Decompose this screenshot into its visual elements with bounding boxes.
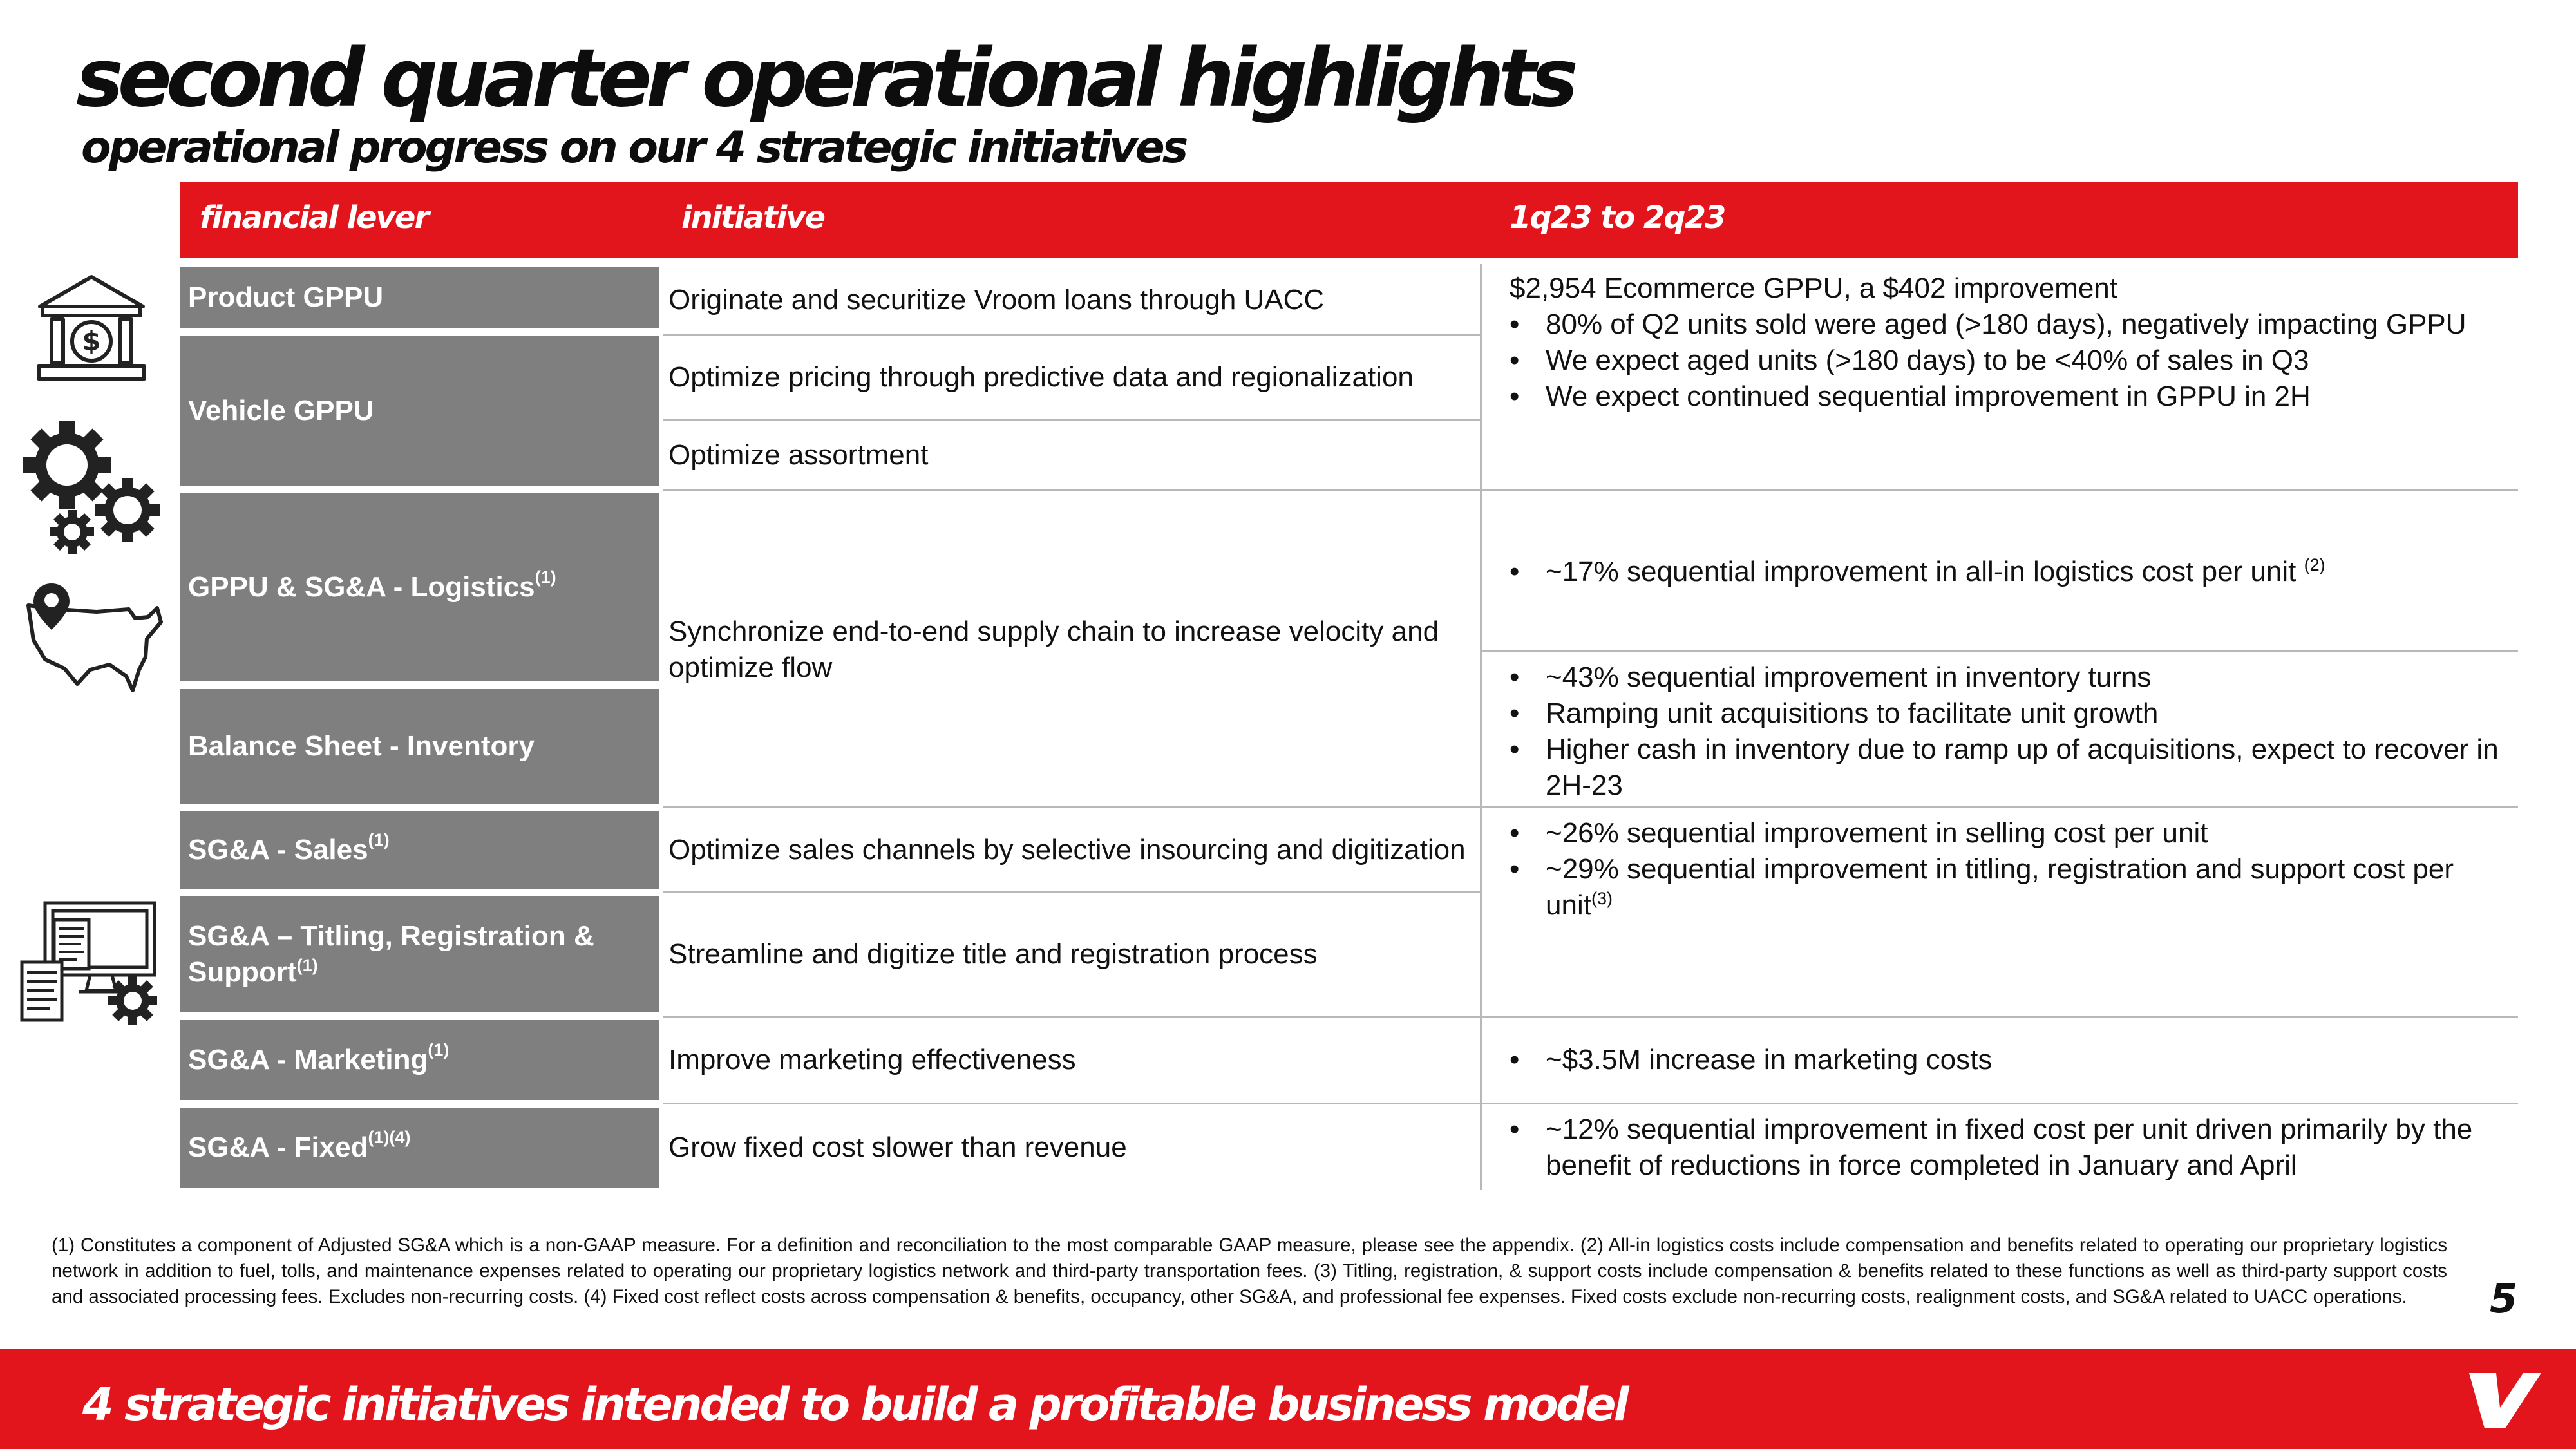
header-financial-lever: financial lever [200, 200, 429, 236]
result-fixed [1494, 1112, 2518, 1184]
list-item: • ~12% sequential improvement in fixed cost per unit driven primarily by the benefit of reductions in force completed in January and April [1494, 1112, 2518, 1184]
row-divider [663, 489, 2518, 491]
us-map-pin-icon [19, 580, 167, 696]
lever-sales: SG&A - Sales $^{(1)}$ [180, 811, 659, 889]
list-item: • ~43% sequential improvement in inventory turns [1494, 659, 2518, 696]
row-divider [663, 419, 1480, 421]
svg-text:$: $ [82, 325, 101, 357]
row-divider [663, 891, 1480, 893]
result-gppu-lead: $2,954 Ecommerce GPPU, a $402 improvement [1510, 272, 2118, 304]
lever-marketing: SG&A - Marketing $^{(1)}$ [180, 1020, 659, 1100]
row-divider [663, 1016, 2518, 1018]
page-title: second quarter operational highlights [76, 32, 1573, 125]
list-item: • ~$3.5M increase in marketing costs [1494, 1042, 2518, 1078]
row-divider [663, 334, 1480, 336]
list-item: • ~29% sequential improvement in titling, registration and support cost per unit$^{(3)}$ [1494, 851, 2518, 923]
initiative-supply-chain: Synchronize end-to-end supply chain to increase velocity and optimize flow [668, 616, 1439, 683]
list-item: • ~26% sequential improvement in selling cost per unit [1494, 815, 2518, 851]
result-gppu [1494, 270, 2518, 415]
footnote: (1) Constitutes a component of Adjusted SG&A which is a non-GAAP measure. For a definition and reconciliation to the most comparable GAAP measure, please see the appendix. (2) All-in logistics costs include compensation and benefits related to operating our proprietary logistics network in addition to fuel, tolls, and maintenance expenses related to operating our proprietary logistics network and third-party transportation fees. (3) Titling, registration, & support costs include compensation & benefits related to these functions as well as third-party support costs and associated processing fees. Excludes non-recurring costs. (4) Fixed cost reflect costs across compensation & benefits, occupancy, other SG&A, and professional fee expenses. Fixed costs exclude non-recurring costs, realignment costs, and SG&A related to UACC operations. [52, 1235, 2447, 1307]
table-header [180, 182, 2518, 258]
initiative-assortment: Optimize assortment [668, 439, 929, 471]
header-initiative: initiative [681, 200, 825, 236]
lever-titling: SG&A – Titling, Registration & Support$^{(1)}$ [180, 896, 659, 1012]
initiative-marketing: Improve marketing effectiveness [668, 1044, 1076, 1075]
initiative-fixed-cost: Grow fixed cost slower than revenue [668, 1132, 1127, 1163]
bank-dollar-icon [33, 269, 149, 385]
list-item: • Ramping unit acquisitions to facilitate unit growth [1494, 696, 2518, 732]
bottom-banner [0, 1349, 2576, 1449]
header-result: 1q23 to 2q23 [1510, 200, 1725, 236]
column-divider [1480, 264, 1482, 1190]
list-item: • We expect continued sequential improvement in GPPU in 2H [1494, 379, 2518, 415]
lever-vehicle-gppu: Vehicle GPPU [180, 336, 659, 486]
page-subtitle: operational progress on our 4 strategic initiatives [81, 122, 1186, 173]
page-number: 5 [2490, 1275, 2518, 1322]
result-marketing [1494, 1042, 2518, 1078]
initiative-pricing: Optimize pricing through predictive data and regionalization [668, 361, 1414, 393]
initiative-title-registration: Streamline and digitize title and registration process [668, 938, 1318, 970]
lever-inventory: Balance Sheet - Inventory [180, 689, 659, 804]
result-inventory [1494, 659, 2518, 804]
list-item: • We expect aged units (>180 days) to be <40% of sales in Q3 [1494, 343, 2518, 379]
result-sales-titling [1494, 815, 2518, 923]
gears-icon [17, 419, 165, 557]
result-logistics [1494, 554, 2518, 590]
banner-tagline: 4 strategic initiatives intended to build a profitable business model [82, 1378, 1627, 1431]
list-item: • ~17% sequential improvement in all-in logistics cost per unit $^{(2)}$ [1494, 554, 2518, 590]
lever-product-gppu: Product GPPU [180, 267, 659, 328]
row-divider [1480, 650, 2518, 652]
row-divider [663, 1103, 2518, 1104]
list-item: • 80% of Q2 units sold were aged (>180 days), negatively impacting GPPU [1494, 307, 2518, 343]
list-item: • Higher cash in inventory due to ramp up of acquisitions, expect to recover in 2H-23 [1494, 732, 2518, 804]
computer-documents-gear-icon [19, 900, 165, 1027]
row-divider [663, 806, 2518, 808]
lever-fixed: SG&A - Fixed $^{(1)(4)}$ [180, 1108, 659, 1188]
vroom-logo-icon [2467, 1368, 2544, 1432]
initiative-uacc: Originate and securitize Vroom loans through UACC [668, 284, 1325, 316]
initiative-sales-channels: Optimize sales channels by selective insourcing and digitization [668, 834, 1466, 866]
lever-logistics: GPPU & SG&A - Logistics $^{(1)}$ [180, 493, 659, 681]
